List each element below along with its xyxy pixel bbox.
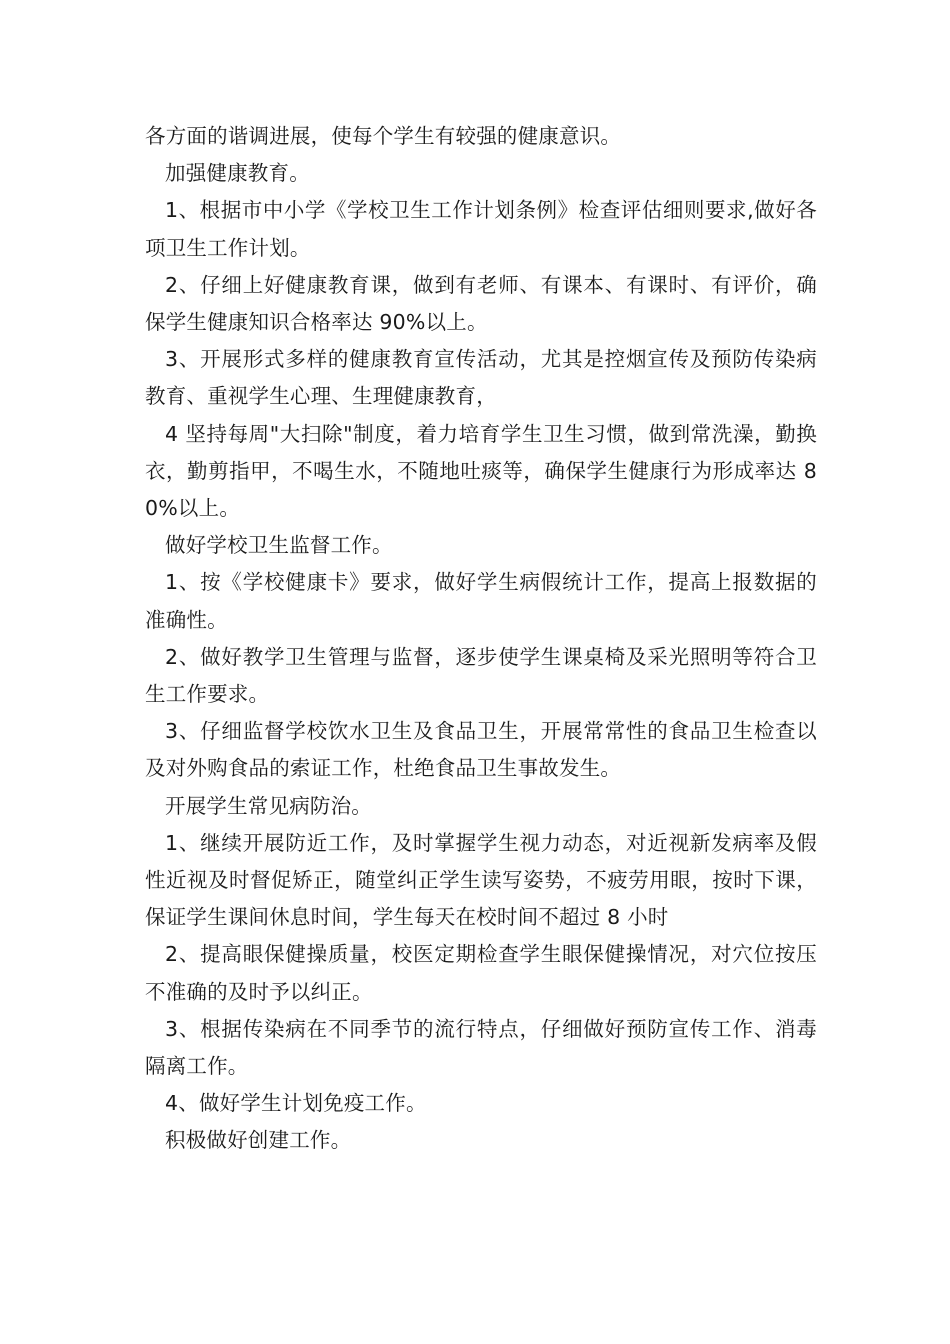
list-item-prevention-3: 3、根据传染病在不同季节的流行特点，仔细做好预防宣传工作、消毒隔离工作。 — [145, 1016, 817, 1079]
list-item-education-2: 2、仔细上好健康教育课，做到有老师、有课本、有课时、有评价，确保学生健康知识合格率达 90%以上。 — [145, 272, 817, 335]
section-heading-supervision: 做好学校卫生监督工作。 — [165, 533, 393, 558]
list-item-prevention-1: 1、继续开展防近工作，及时掌握学生视力动态，对近视新发病率及假性近视及时督促矫正，随堂纠正学生读写姿势，不疲劳用眼，按时下课，保证学生课间休息时间，学生每天在校时间不超过 8 小时 — [145, 830, 817, 930]
section-heading-creation: 积极做好创建工作。 — [165, 1128, 352, 1153]
list-item-education-1: 1、根据市中小学《学校卫生工作计划条例》检查评估细则要求,做好各项卫生工作计划。 — [145, 198, 817, 260]
paragraph-continuation: 各方面的谐调进展，使每个学生有较强的健康意识。 — [145, 124, 622, 148]
section-heading-disease-prevention: 开展学生常见病防治。 — [165, 793, 372, 818]
list-item-supervision-1: 1、按《学校健康卡》要求，做好学生病假统计工作，提高上报数据的准确性。 — [145, 570, 817, 632]
list-item-supervision-3: 3、仔细监督学校饮水卫生及食品卫生，开展常常性的食品卫生检查以及对外购食品的索证工作，杜绝食品卫生事故发生。 — [145, 719, 817, 781]
list-item-education-4: 4 坚持每周"大扫除"制度，着力培育学生卫生习惯，做到常洗澡，勤换衣，勤剪指甲，不喝生水，不随地吐痰等，确保学生健康行为形成率达 80%以上。 — [145, 421, 817, 521]
list-item-education-3: 3、开展形式多样的健康教育宣传活动，尤其是控烟宣传及预防传染病教育、重视学生心理、生理健康教育， — [145, 347, 817, 409]
document-body — [145, 118, 817, 1160]
list-item-supervision-2: 2、做好教学卫生管理与监督，逐步使学生课桌椅及采光照明等符合卫生工作要求。 — [145, 644, 817, 707]
section-heading-health-education: 加强健康教育。 — [165, 161, 310, 186]
list-item-prevention-4: 4、做好学生计划免疫工作。 — [165, 1091, 427, 1116]
list-item-prevention-2: 2、提高眼保健操质量，校医定期检查学生眼保健操情况，对穴位按压不准确的及时予以纠正。 — [145, 942, 817, 1004]
